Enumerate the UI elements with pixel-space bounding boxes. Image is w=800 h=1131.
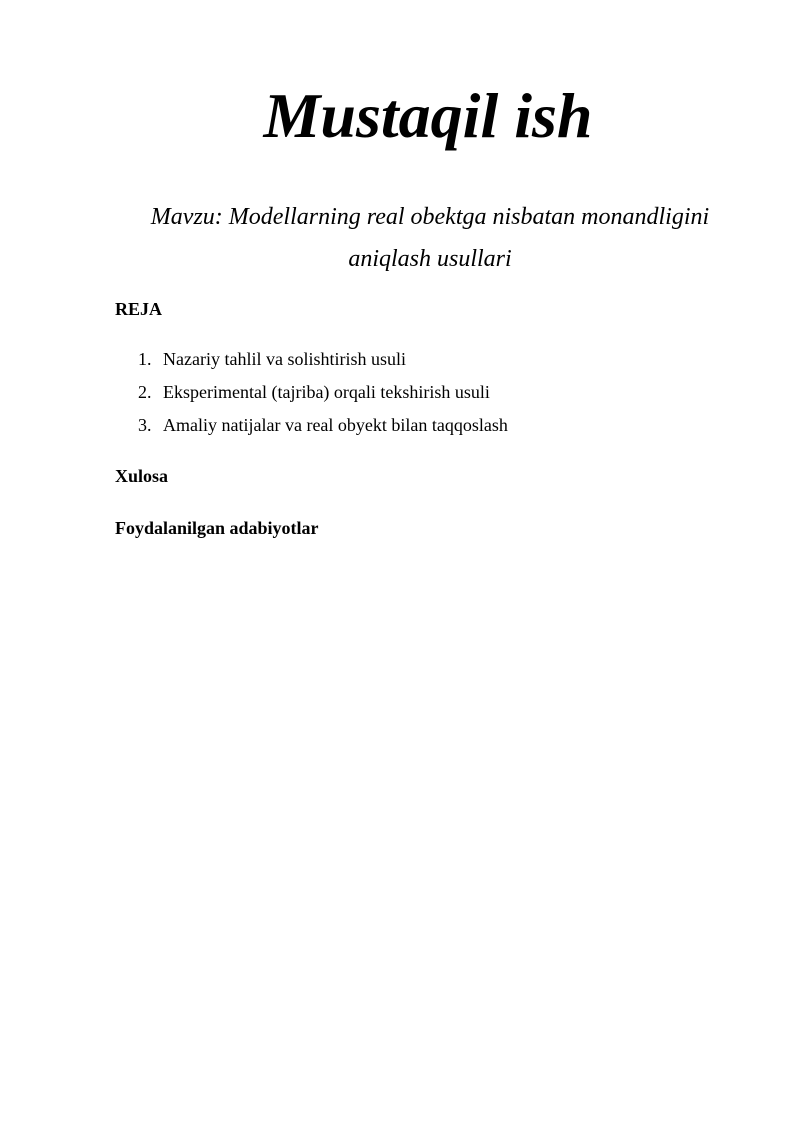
plan-item-text: Amaliy natijalar va real obyekt bilan taqqoslash: [163, 415, 508, 435]
references-heading: Foydalanilgan adabiyotlar: [115, 518, 319, 538]
plan-item-text: Nazariy tahlil va solishtirish usuli: [163, 349, 406, 369]
plan-item-number: 1.: [138, 349, 152, 369]
document-title: Mustaqil ish: [263, 80, 593, 151]
plan-item-number: 3.: [138, 415, 152, 435]
conclusion-heading: Xulosa: [115, 466, 169, 486]
plan-heading: REJA: [115, 299, 163, 319]
plan-item-text: Eksperimental (tajriba) orqali tekshirish usuli: [163, 382, 490, 402]
plan-item-number: 2.: [138, 382, 152, 402]
document-topic: Mavzu: Modellarning real obektga nisbatan monandligini aniqlash usullari: [150, 204, 710, 272]
